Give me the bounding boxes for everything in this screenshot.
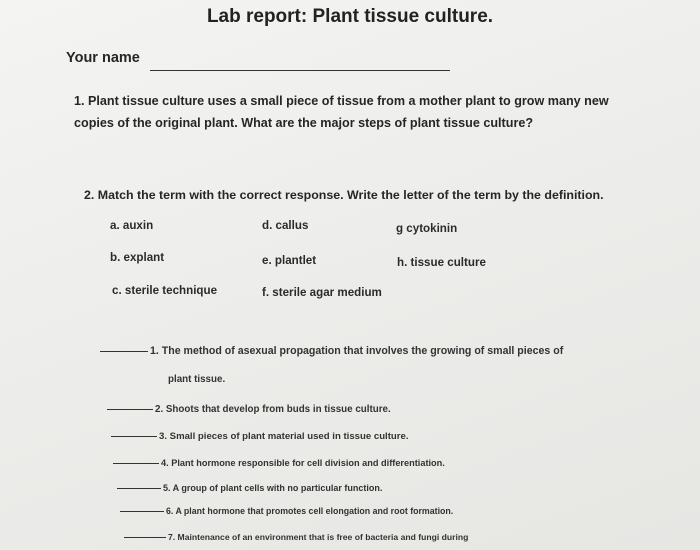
- answer-blank[interactable]: [117, 488, 161, 489]
- definition-row: [107, 404, 391, 415]
- term-sterile-technique: c. sterile technique: [112, 284, 218, 297]
- page-title: Lab report: Plant tissue culture.: [206, 6, 494, 27]
- your-name-label: Your name: [66, 50, 140, 66]
- term-auxin: a. auxin: [110, 219, 154, 232]
- definition-text: 5. A group of plant cells with no particular function.: [163, 483, 383, 493]
- definition-text: 3. Small pieces of plant material used in tissue culture.: [159, 431, 409, 442]
- definition-text: 1. The method of asexual propagation that involves the growing of small pieces of: [150, 345, 564, 357]
- question-2-prompt: 2. Match the term with the correct response. Write the letter of the term by the definition.: [84, 188, 604, 202]
- definition-continuation: plant tissue.: [168, 374, 226, 385]
- answer-blank[interactable]: [124, 537, 166, 538]
- your-name-blank[interactable]: [150, 70, 450, 71]
- definition-row: [100, 345, 563, 357]
- definition-text: 2. Shoots that develop from buds in tissue culture.: [155, 404, 391, 415]
- answer-blank[interactable]: [111, 436, 157, 437]
- definition-row: [124, 532, 468, 542]
- term-tissue-culture: h. tissue culture: [397, 256, 486, 269]
- definition-text: 6. A plant hormone that promotes cell elongation and root formation.: [166, 506, 454, 516]
- term-sterile-agar-medium: f. sterile agar medium: [262, 286, 382, 299]
- question-1-line-1: 1. Plant tissue culture uses a small piece of tissue from a mother plant to grow many new: [74, 94, 609, 108]
- term-callus: d. callus: [262, 219, 309, 232]
- answer-blank[interactable]: [107, 409, 153, 410]
- term-plantlet: e. plantlet: [262, 254, 317, 267]
- definition-text: 4. Plant hormone responsible for cell division and differentiation.: [161, 458, 445, 468]
- answer-blank[interactable]: [120, 511, 164, 512]
- term-explant: b. explant: [110, 251, 165, 264]
- answer-blank[interactable]: [113, 463, 159, 464]
- term-cytokinin: g cytokinin: [396, 222, 458, 235]
- definition-row: [113, 458, 445, 468]
- definition-text: 7. Maintenance of an environment that is free of bacteria and fungi during: [168, 532, 469, 542]
- definition-row: [111, 431, 409, 442]
- definition-row: [120, 506, 453, 516]
- answer-blank[interactable]: [100, 351, 148, 352]
- question-1-line-2: copies of the original plant. What are the major steps of plant tissue culture?: [74, 116, 534, 130]
- definition-row: [117, 483, 382, 493]
- question-1: [74, 90, 634, 134]
